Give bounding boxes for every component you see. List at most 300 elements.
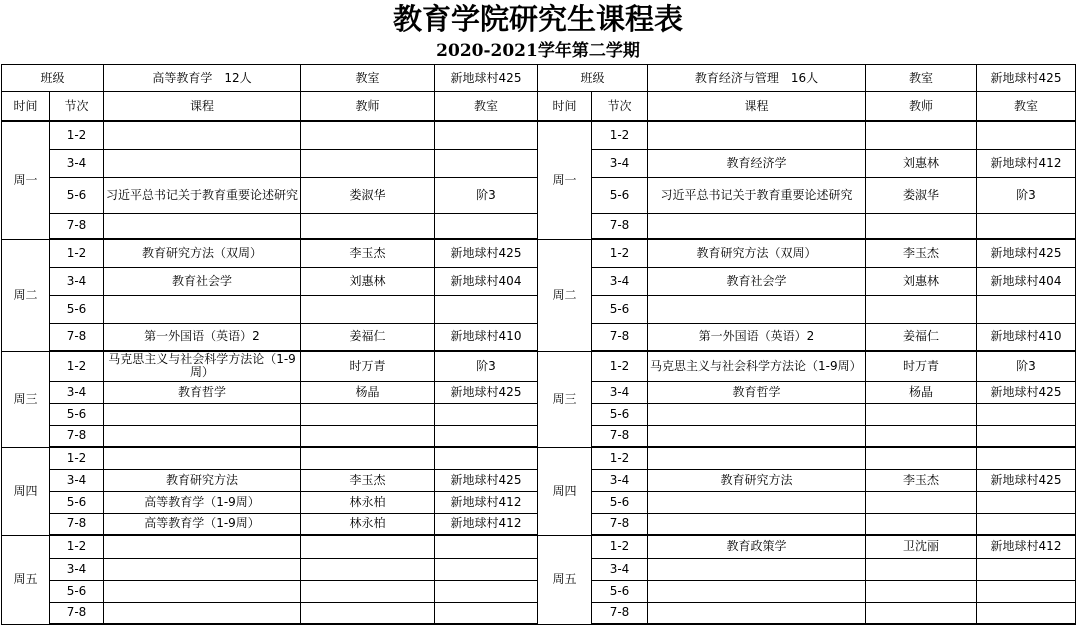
teacher-cell (866, 513, 977, 535)
teacher-cell (301, 513, 435, 535)
period-cell (592, 149, 648, 177)
period-cell (592, 295, 648, 323)
room-cell (435, 558, 538, 580)
room-cell (435, 149, 538, 177)
period-cell (592, 513, 648, 535)
course-cell-text: 高等教育学（1-9周） (144, 494, 260, 509)
course-cell-text: 第一外国语（英语）2 (698, 329, 815, 344)
period-cell (50, 403, 104, 425)
teacher-cell-text: 姜福仁 (902, 329, 939, 344)
day-cell (2, 351, 50, 447)
course-cell (104, 425, 301, 447)
period-cell (592, 121, 648, 149)
room-label: 教室 (301, 65, 435, 92)
period-cell-text: 3-4 (66, 561, 87, 576)
room-cell (435, 381, 538, 403)
period-cell (592, 403, 648, 425)
period-cell (50, 351, 104, 381)
period-cell-text: 5-6 (609, 494, 630, 509)
period-cell-text: 7-8 (609, 218, 630, 233)
col-time: 时间 (538, 92, 592, 122)
schedule-table (1, 64, 1076, 625)
period-cell-text: 5-6 (609, 406, 630, 421)
period-cell (50, 602, 104, 624)
period-cell (50, 535, 104, 558)
teacher-cell (866, 425, 977, 447)
teacher-cell-text: 林永柏 (349, 494, 386, 509)
room-cell (977, 580, 1076, 602)
day-cell (538, 351, 592, 447)
teacher-cell (301, 403, 435, 425)
teacher-cell (866, 295, 977, 323)
room-cell-text: 阶3 (1016, 358, 1036, 373)
teacher-cell-text: 杨晶 (355, 384, 380, 399)
period-cell-text: 1-2 (609, 450, 630, 465)
col-course: 课程 (648, 92, 866, 122)
period-cell (50, 213, 104, 239)
room-cell (977, 403, 1076, 425)
course-cell (104, 295, 301, 323)
room-cell (977, 469, 1076, 491)
day-cell-text: 周一 (552, 172, 577, 187)
teacher-cell (866, 580, 977, 602)
period-cell-text: 1-2 (66, 450, 87, 465)
room-cell-text: 新地球村404 (990, 273, 1062, 288)
room-cell-text: 新地球村412 (990, 539, 1062, 554)
day-cell (538, 239, 592, 351)
room-cell (977, 491, 1076, 513)
period-cell (592, 558, 648, 580)
page-subtitle: 2020-2021学年第二学期 (436, 41, 640, 61)
teacher-cell (301, 295, 435, 323)
teacher-cell (866, 213, 977, 239)
period-cell-text: 3-4 (609, 384, 630, 399)
period-cell (50, 177, 104, 213)
col-time: 时间 (2, 92, 50, 122)
room-cell (435, 295, 538, 323)
teacher-cell (301, 469, 435, 491)
table-row (2, 239, 1076, 267)
teacher-cell-text: 时万青 (349, 358, 386, 373)
teacher-cell (866, 403, 977, 425)
room-cell (977, 267, 1076, 295)
period-cell (50, 469, 104, 491)
room-cell (977, 447, 1076, 469)
period-cell-text: 5-6 (66, 187, 87, 202)
period-cell (592, 239, 648, 267)
course-cell-text: 教育研究方法 (720, 472, 793, 487)
period-cell-text: 5-6 (66, 494, 87, 509)
period-cell (50, 558, 104, 580)
room-cell-text: 新地球村425 (990, 384, 1062, 399)
course-cell (104, 351, 301, 381)
period-cell-text: 7-8 (66, 428, 87, 443)
course-cell (104, 323, 301, 351)
room-cell-text: 新地球村412 (450, 494, 522, 509)
teacher-cell (301, 323, 435, 351)
col-room: 教室 (977, 92, 1076, 122)
day-cell-text: 周三 (13, 391, 38, 406)
room-cell-text: 新地球村425 (450, 384, 522, 399)
left-class-name: 高等教育学 12人 (104, 65, 301, 92)
day-cell (538, 535, 592, 624)
period-cell (50, 513, 104, 535)
period-cell (592, 580, 648, 602)
course-cell-text: 教育研究方法 (165, 472, 238, 487)
teacher-cell-text: 李玉杰 (349, 245, 386, 260)
course-cell-text: 教育研究方法（双周） (696, 245, 817, 260)
teacher-cell (301, 447, 435, 469)
period-cell-text: 3-4 (66, 384, 87, 399)
left-class-room: 新地球村425 (435, 65, 538, 92)
period-cell-text: 7-8 (66, 329, 87, 344)
period-cell-text: 3-4 (609, 561, 630, 576)
teacher-cell (301, 149, 435, 177)
room-cell (977, 323, 1076, 351)
period-cell-text: 7-8 (66, 218, 87, 233)
teacher-cell (866, 239, 977, 267)
course-cell (104, 469, 301, 491)
room-cell (435, 513, 538, 535)
period-cell (50, 239, 104, 267)
course-cell (648, 239, 866, 267)
period-cell (592, 213, 648, 239)
day-cell-text: 周五 (13, 572, 38, 586)
course-cell (648, 323, 866, 351)
period-cell (50, 267, 104, 295)
course-cell (104, 381, 301, 403)
day-cell (2, 121, 50, 239)
room-cell (435, 403, 538, 425)
period-cell (592, 469, 648, 491)
course-cell (648, 121, 866, 149)
period-cell-text: 5-6 (609, 187, 630, 202)
room-cell-text: 新地球村404 (450, 273, 522, 288)
class-label: 班级 (2, 65, 104, 92)
room-cell (977, 295, 1076, 323)
room-cell-text: 新地球村425 (990, 472, 1062, 487)
teacher-cell-text: 时万青 (902, 358, 939, 373)
course-cell (648, 425, 866, 447)
day-cell (2, 447, 50, 535)
column-header-row (2, 92, 1076, 122)
period-cell-text: 3-4 (66, 472, 87, 487)
period-cell (50, 323, 104, 351)
course-cell (648, 602, 866, 624)
teacher-cell (301, 381, 435, 403)
room-cell-text: 新地球村425 (450, 472, 522, 487)
period-cell-text: 1-2 (609, 245, 630, 260)
teacher-cell (866, 267, 977, 295)
right-class-name: 教育经济与管理 16人 (648, 65, 866, 92)
teacher-cell-text: 杨晶 (908, 384, 933, 399)
period-cell-text: 3-4 (609, 472, 630, 487)
period-cell (592, 351, 648, 381)
teacher-cell (301, 425, 435, 447)
room-cell (435, 447, 538, 469)
teacher-cell-text: 林永柏 (349, 516, 386, 531)
room-cell-text: 阶3 (1016, 187, 1036, 202)
period-cell-text: 7-8 (609, 329, 630, 344)
period-cell-text: 5-6 (609, 583, 630, 598)
day-cell (2, 535, 50, 624)
course-cell (648, 491, 866, 513)
room-cell (977, 149, 1076, 177)
room-cell (435, 213, 538, 239)
course-cell (648, 267, 866, 295)
teacher-cell (301, 535, 435, 558)
teacher-cell (301, 121, 435, 149)
teacher-cell (866, 323, 977, 351)
period-cell (592, 535, 648, 558)
period-cell-text: 1-2 (609, 539, 630, 554)
period-cell (592, 323, 648, 351)
period-cell (592, 425, 648, 447)
period-cell (592, 267, 648, 295)
col-period: 节次 (592, 92, 648, 122)
page-title: 教育学院研究生课程表 (392, 2, 683, 36)
period-cell-text: 1-2 (66, 245, 87, 260)
class-header-row (2, 65, 1076, 92)
class-label: 班级 (538, 65, 648, 92)
period-cell-text: 7-8 (609, 428, 630, 443)
course-cell (104, 177, 301, 213)
teacher-cell (301, 239, 435, 267)
period-cell-text: 5-6 (66, 406, 87, 421)
teacher-cell (301, 213, 435, 239)
room-cell (435, 267, 538, 295)
table-row (2, 121, 1076, 149)
room-cell-text: 新地球村412 (990, 155, 1062, 170)
course-cell (648, 513, 866, 535)
period-cell-text: 5-6 (66, 583, 87, 598)
course-cell (104, 535, 301, 558)
room-cell (977, 425, 1076, 447)
teacher-cell-text: 卫沈丽 (902, 539, 939, 554)
course-cell-text: 习近平总书记关于教育重要论述研究 (660, 187, 853, 202)
room-cell (435, 580, 538, 602)
course-cell-text: 教育研究方法（双周） (141, 245, 262, 260)
room-cell-text: 新地球村410 (450, 329, 522, 344)
col-course: 课程 (104, 92, 301, 122)
room-cell-text: 阶3 (476, 358, 496, 373)
teacher-cell (866, 177, 977, 213)
period-cell-text: 1-2 (609, 127, 630, 142)
course-cell (648, 177, 866, 213)
schedule-body (2, 65, 1076, 625)
course-cell (104, 491, 301, 513)
period-cell (592, 602, 648, 624)
course-cell (648, 403, 866, 425)
right-class-room: 新地球村425 (977, 65, 1076, 92)
room-cell (977, 602, 1076, 624)
teacher-cell (866, 558, 977, 580)
room-cell (977, 213, 1076, 239)
room-cell (977, 381, 1076, 403)
period-cell-text: 1-2 (66, 358, 87, 373)
day-cell-text: 周五 (552, 572, 577, 586)
course-cell (104, 447, 301, 469)
course-cell-text: 教育社会学 (726, 273, 787, 288)
period-cell-text: 3-4 (609, 155, 630, 170)
room-cell (977, 513, 1076, 535)
course-cell (104, 213, 301, 239)
table-row (2, 351, 1076, 381)
course-cell (648, 447, 866, 469)
period-cell-text: 7-8 (66, 516, 87, 531)
teacher-cell (866, 469, 977, 491)
period-cell (50, 580, 104, 602)
period-cell-text: 1-2 (609, 358, 630, 373)
room-cell (435, 121, 538, 149)
course-cell-text: 第一外国语（英语）2 (144, 329, 260, 344)
room-cell (435, 425, 538, 447)
course-cell (648, 558, 866, 580)
teacher-cell (866, 149, 977, 177)
teacher-cell-text: 刘惠林 (902, 273, 939, 288)
course-cell-text: 教育哲学 (732, 384, 781, 399)
teacher-cell (866, 351, 977, 381)
course-cell (648, 381, 866, 403)
room-label: 教室 (866, 65, 977, 92)
period-cell (592, 177, 648, 213)
col-room: 教室 (435, 92, 538, 122)
day-cell-text: 周二 (13, 287, 38, 302)
day-cell-text: 周四 (552, 483, 577, 498)
period-cell-text: 7-8 (609, 605, 630, 620)
course-cell (648, 535, 866, 558)
teacher-cell (866, 381, 977, 403)
teacher-cell-text: 刘惠林 (902, 155, 939, 170)
period-cell-text: 5-6 (609, 301, 630, 316)
course-cell-text: 教育社会学 (171, 273, 232, 288)
period-cell-text: 1-2 (66, 127, 87, 142)
course-cell-text: 教育哲学 (177, 384, 226, 399)
table-row (2, 447, 1076, 469)
period-cell-text: 7-8 (609, 516, 630, 531)
course-cell-text: 教育政策学 (726, 539, 787, 554)
course-cell (648, 469, 866, 491)
course-cell (104, 580, 301, 602)
teacher-cell (866, 121, 977, 149)
period-cell (50, 425, 104, 447)
room-cell (435, 177, 538, 213)
period-cell (50, 447, 104, 469)
period-cell (592, 447, 648, 469)
period-cell (50, 295, 104, 323)
course-cell (104, 403, 301, 425)
room-cell (435, 469, 538, 491)
period-cell-text: 3-4 (66, 273, 87, 288)
room-cell (977, 121, 1076, 149)
period-cell (592, 491, 648, 513)
course-cell (104, 121, 301, 149)
course-cell-text: 高等教育学（1-9周） (144, 516, 260, 531)
teacher-cell-text: 李玉杰 (902, 472, 939, 487)
teacher-cell-text: 李玉杰 (349, 472, 386, 487)
teacher-cell (301, 580, 435, 602)
room-cell-text: 阶3 (476, 187, 496, 202)
day-cell (2, 239, 50, 351)
day-cell-text: 周三 (552, 391, 577, 406)
teacher-cell (866, 447, 977, 469)
day-cell (538, 121, 592, 239)
period-cell (50, 149, 104, 177)
period-cell (50, 491, 104, 513)
period-cell (50, 381, 104, 403)
room-cell-text: 新地球村425 (990, 245, 1062, 260)
day-cell-text: 周一 (13, 172, 38, 187)
course-cell (648, 580, 866, 602)
teacher-cell-text: 娄淑华 (349, 187, 386, 202)
course-cell-text: 教育经济学 (726, 155, 787, 170)
room-cell (435, 535, 538, 558)
teacher-cell (301, 351, 435, 381)
room-cell (977, 351, 1076, 381)
room-cell (977, 558, 1076, 580)
room-cell (435, 491, 538, 513)
room-cell (435, 602, 538, 624)
period-cell-text: 7-8 (66, 605, 87, 620)
course-cell-text: 习近平总书记关于教育重要论述研究 (106, 187, 299, 202)
course-cell (648, 351, 866, 381)
course-cell (104, 558, 301, 580)
col-teacher: 教师 (301, 92, 435, 122)
period-cell-text: 3-4 (66, 155, 87, 170)
course-cell (648, 295, 866, 323)
teacher-cell-text: 刘惠林 (349, 273, 386, 288)
room-cell-text: 新地球村410 (990, 329, 1062, 344)
teacher-cell (866, 491, 977, 513)
course-cell (104, 513, 301, 535)
room-cell (435, 239, 538, 267)
teacher-cell (866, 602, 977, 624)
course-cell-text: 马克思主义与社会科学方法论（1-9周） (108, 352, 296, 380)
teacher-cell (301, 602, 435, 624)
teacher-cell (866, 535, 977, 558)
day-cell-text: 周四 (13, 483, 38, 498)
course-cell (104, 267, 301, 295)
table-row (2, 535, 1076, 558)
teacher-cell (301, 558, 435, 580)
day-cell-text: 周二 (552, 287, 577, 302)
room-cell-text: 新地球村412 (450, 516, 522, 531)
period-cell (592, 381, 648, 403)
room-cell (977, 177, 1076, 213)
course-cell (104, 602, 301, 624)
course-cell-text: 马克思主义与社会科学方法论（1-9周） (650, 358, 862, 373)
period-cell-text: 1-2 (66, 539, 87, 554)
room-cell (435, 323, 538, 351)
room-cell-text: 新地球村425 (450, 245, 522, 260)
teacher-cell-text: 娄淑华 (902, 187, 939, 202)
room-cell (977, 535, 1076, 558)
col-teacher: 教师 (866, 92, 977, 122)
teacher-cell-text: 姜福仁 (349, 329, 386, 344)
course-cell (648, 149, 866, 177)
teacher-cell-text: 李玉杰 (902, 245, 939, 260)
teacher-cell (301, 267, 435, 295)
period-cell-text: 3-4 (609, 273, 630, 288)
course-cell (104, 239, 301, 267)
period-cell (50, 121, 104, 149)
room-cell (435, 351, 538, 381)
teacher-cell (301, 177, 435, 213)
course-cell (648, 213, 866, 239)
teacher-cell (301, 491, 435, 513)
col-period: 节次 (50, 92, 104, 122)
room-cell (977, 239, 1076, 267)
